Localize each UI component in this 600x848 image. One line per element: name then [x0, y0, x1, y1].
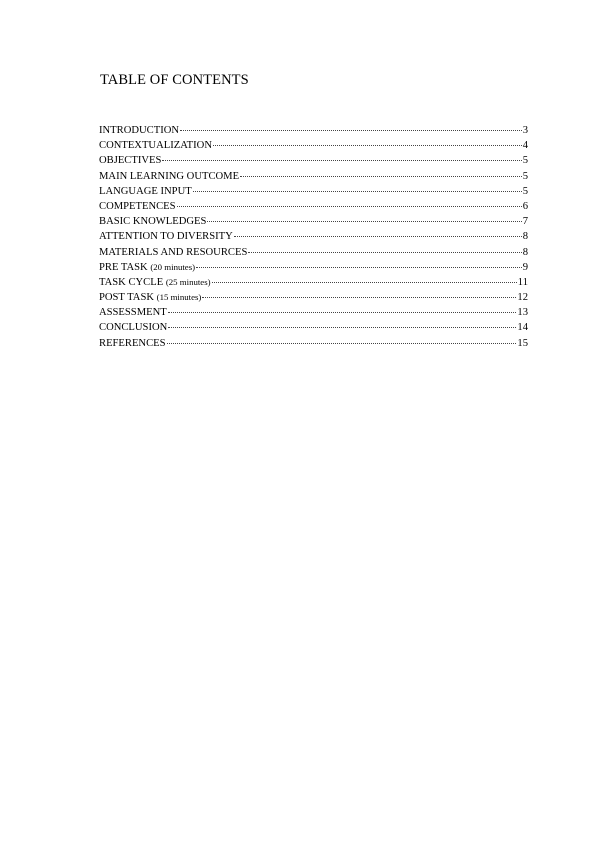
- toc-entry-duration: (15 minutes): [156, 292, 202, 303]
- toc-page-number: 14: [517, 322, 528, 334]
- toc-page-number: 11: [517, 276, 528, 288]
- toc-entry-label: [99, 260, 195, 275]
- toc-leader-dots: [240, 176, 522, 177]
- toc-page-number: 13: [517, 307, 528, 319]
- toc-entry-introduction[interactable]: [99, 123, 528, 138]
- toc-leader-dots: [168, 312, 517, 313]
- toc-leader-dots: [180, 130, 522, 131]
- toc-page-number: 5: [522, 155, 528, 167]
- toc-entry-task-cycle[interactable]: [99, 275, 528, 290]
- toc-entry-label: INTRODUCTION: [99, 125, 180, 136]
- toc-entry-title: POST TASK: [99, 292, 154, 304]
- toc-entry-label: [99, 290, 201, 305]
- toc-entry-label: COMPETENCES: [99, 200, 176, 212]
- toc-entry-label: [99, 275, 211, 290]
- toc-entry-title: TASK CYCLE: [99, 276, 164, 288]
- toc-title: TABLE OF CONTENTS: [100, 72, 249, 88]
- toc-leader-dots: [248, 252, 521, 253]
- toc-page-number: 4: [522, 140, 528, 152]
- toc-page-number: 9: [522, 261, 528, 273]
- toc-page-number: 8: [522, 246, 528, 258]
- toc-entry-main-learning-outcome[interactable]: [99, 169, 528, 184]
- toc-entry-assessment[interactable]: [99, 305, 528, 320]
- toc-page-number: 7: [522, 216, 528, 228]
- toc-entry-label: CONTEXTUALIZATION: [99, 140, 212, 152]
- toc-entry-label: REFERENCES: [99, 337, 166, 349]
- toc-page-number: 5: [522, 170, 528, 182]
- toc-entry-attention-to-diversity[interactable]: [99, 229, 528, 244]
- toc-entry-label: MAIN LEARNING OUTCOME: [99, 170, 240, 182]
- toc-entry-title: PRE TASK: [99, 261, 148, 273]
- toc-entry-label: ATTENTION TO DIVERSITY: [99, 231, 233, 243]
- toc-leader-dots: [234, 236, 522, 237]
- toc-entry-duration: (25 minutes): [165, 276, 211, 287]
- toc-entry-pre-task[interactable]: [99, 260, 528, 275]
- toc-leader-dots: [167, 343, 517, 344]
- toc-entry-conclusion[interactable]: [99, 320, 528, 335]
- toc-entry-language-input[interactable]: [99, 184, 528, 199]
- toc-leader-dots: [212, 282, 517, 283]
- toc-page-number: 5: [522, 185, 528, 197]
- toc-entry-objectives[interactable]: [99, 153, 528, 168]
- toc-entry-duration: (20 minutes): [150, 261, 196, 272]
- toc-list: [99, 123, 528, 351]
- toc-page-number: 12: [517, 292, 528, 304]
- toc-entry-competences[interactable]: [99, 199, 528, 214]
- toc-leader-dots: [168, 327, 516, 328]
- toc-leader-dots: [207, 221, 521, 222]
- toc-leader-dots: [193, 191, 522, 192]
- toc-entry-label: ASSESSMENT: [99, 307, 167, 319]
- toc-page-number: 3: [522, 125, 528, 136]
- toc-entry-references[interactable]: [99, 336, 528, 351]
- toc-entry-label: LANGUAGE INPUT: [99, 185, 192, 197]
- toc-entry-contextualization[interactable]: [99, 138, 528, 153]
- toc-leader-dots: [196, 267, 522, 268]
- toc-entry-basic-knowledges[interactable]: [99, 214, 528, 229]
- toc-entry-materials-and-resources[interactable]: [99, 245, 528, 260]
- toc-page-number: 15: [517, 337, 528, 349]
- toc-leader-dots: [213, 145, 522, 146]
- toc-leader-dots: [177, 206, 522, 207]
- toc-entry-label: CONCLUSION: [99, 322, 168, 334]
- toc-entry-post-task[interactable]: [99, 290, 528, 305]
- toc-entry-label: MATERIALS AND RESOURCES: [99, 246, 248, 258]
- toc-page-number: 8: [522, 231, 528, 243]
- toc-entry-label: OBJECTIVES: [99, 155, 162, 167]
- toc-leader-dots: [162, 160, 521, 161]
- toc-entry-label: BASIC KNOWLEDGES: [99, 216, 207, 228]
- toc-leader-dots: [202, 297, 516, 298]
- toc-page-number: 6: [522, 200, 528, 212]
